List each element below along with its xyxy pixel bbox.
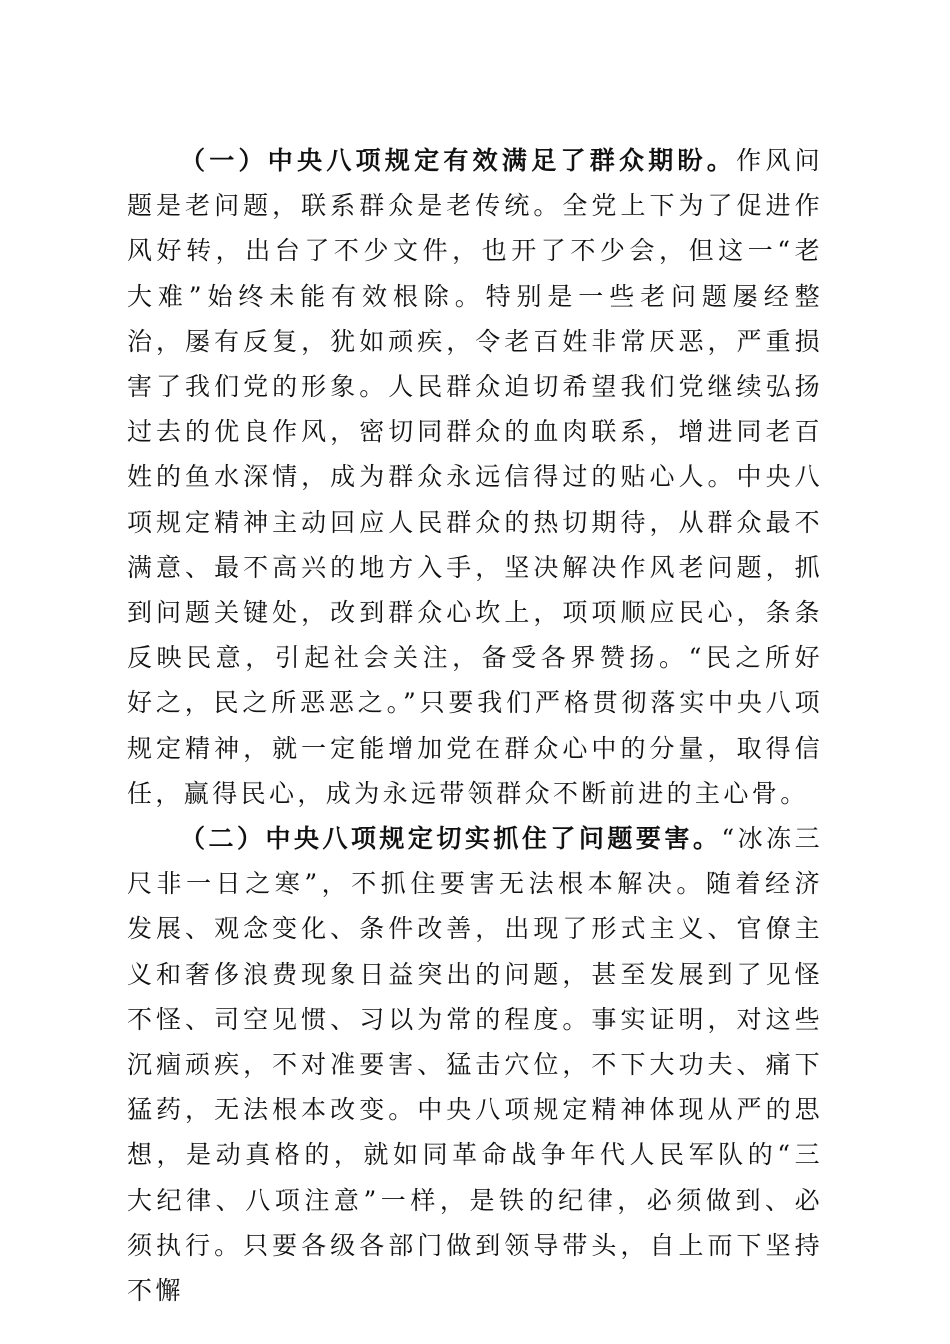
paragraph-2-heading: （二）中央八项规定切实抓住了问题要害。	[180, 824, 722, 854]
paragraph-2	[127, 816, 823, 1313]
document-body	[127, 138, 823, 1313]
paragraph-1-heading: （一）中央八项规定有效满足了群众期盼。	[180, 146, 737, 175]
paragraph-1	[127, 138, 823, 816]
paragraph-1-text: 作风问题是老问题，联系群众是老传统。全党上下为了促进作风好转，出台了不少文件，也开了不少会，但这一“老大难”始终未能有效根除。特别是一些老问题屡经整治，屡有反复，犹如顽疾，令老百姓非常厌恶，严重损害了我们党的形象。人民群众迫切希望我们党继续弘扬过去的优良作风，密切同群众的血肉联系，增进同老百姓的鱼水深情，成为群众永远信得过的贴心人。中央八项规定精神主动回应人民群众的热切期待，从群众最不满意、最不高兴的地方入手，坚决解决作风老问题，抓到问题关键处，改到群众心坎上，项项顺应民心，条条反映民意，引起社会关注，备受各界赞扬。“民之所好好之，民之所恶恶之。”只要我们严格贯彻落实中央八项规定精神，就一定能增加党在群众心中的分量，取得信任，赢得民心，成为永远带领群众不断前进的主心骨。	[127, 146, 823, 808]
paragraph-2-text: “冰冻三尺非一日之寒”，不抓住要害无法根本解决。随着经济发展、观念变化、条件改善，出现了形式主义、官僚主义和奢侈浪费现象日益突出的问题，甚至发展到了见怪不怪、司空见惯、习以为常的程度。事实证明，对这些沉痼顽疾，不对准要害、猛击穴位，不下大功夫、痛下猛药，无法根本改变。中央八项规定精神体现从严的思想，是动真格的，就如同革命战争年代人民军队的“三大纪律、八项注意”一样，是铁的纪律，必须做到、必须执行。只要各级各部门做到领导带头，自上而下坚持不懈	[127, 824, 823, 1306]
